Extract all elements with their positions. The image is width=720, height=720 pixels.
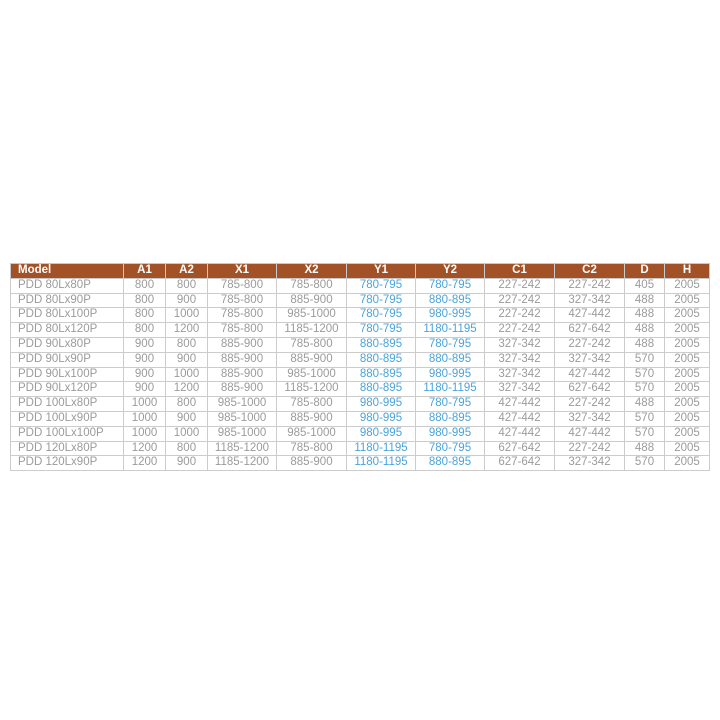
value-cell: 327-342 bbox=[555, 456, 625, 471]
value-cell: 780-795 bbox=[347, 293, 416, 308]
value-cell: 900 bbox=[166, 352, 208, 367]
value-cell: 327-342 bbox=[485, 367, 555, 382]
column-header-y2: Y2 bbox=[416, 264, 485, 279]
value-cell: 880-895 bbox=[347, 337, 416, 352]
value-cell: 327-342 bbox=[485, 352, 555, 367]
value-cell: 2005 bbox=[665, 293, 710, 308]
value-cell: 2005 bbox=[665, 337, 710, 352]
model-cell: PDD 80Lx100P bbox=[11, 308, 124, 323]
column-header-h: H bbox=[665, 264, 710, 279]
table-row bbox=[11, 308, 710, 323]
value-cell: 1000 bbox=[166, 426, 208, 441]
value-cell: 427-442 bbox=[555, 426, 625, 441]
table-body bbox=[11, 278, 710, 470]
model-cell: PDD 120Lx80P bbox=[11, 441, 124, 456]
value-cell: 2005 bbox=[665, 352, 710, 367]
value-cell: 570 bbox=[625, 382, 665, 397]
column-header-x2: X2 bbox=[277, 264, 347, 279]
table-row bbox=[11, 456, 710, 471]
value-cell: 780-795 bbox=[416, 278, 485, 293]
value-cell: 800 bbox=[124, 323, 166, 338]
value-cell: 980-995 bbox=[347, 397, 416, 412]
model-cell: PDD 120Lx90P bbox=[11, 456, 124, 471]
model-cell: PDD 90Lx90P bbox=[11, 352, 124, 367]
value-cell: 800 bbox=[166, 441, 208, 456]
value-cell: 800 bbox=[166, 337, 208, 352]
model-cell: PDD 90Lx100P bbox=[11, 367, 124, 382]
value-cell: 800 bbox=[124, 308, 166, 323]
value-cell: 1185-1200 bbox=[208, 456, 277, 471]
value-cell: 780-795 bbox=[416, 397, 485, 412]
value-cell: 780-795 bbox=[347, 323, 416, 338]
model-cell: PDD 90Lx80P bbox=[11, 337, 124, 352]
value-cell: 780-795 bbox=[416, 441, 485, 456]
value-cell: 800 bbox=[166, 397, 208, 412]
value-cell: 1180-1195 bbox=[347, 441, 416, 456]
value-cell: 985-1000 bbox=[208, 426, 277, 441]
table-row bbox=[11, 337, 710, 352]
value-cell: 2005 bbox=[665, 426, 710, 441]
value-cell: 427-442 bbox=[485, 411, 555, 426]
model-cell: PDD 100Lx90P bbox=[11, 411, 124, 426]
model-cell: PDD 100Lx80P bbox=[11, 397, 124, 412]
value-cell: 1000 bbox=[124, 411, 166, 426]
value-cell: 1200 bbox=[124, 456, 166, 471]
spec-table bbox=[10, 263, 710, 471]
value-cell: 2005 bbox=[665, 308, 710, 323]
value-cell: 627-642 bbox=[485, 441, 555, 456]
value-cell: 227-242 bbox=[485, 293, 555, 308]
value-cell: 327-342 bbox=[555, 293, 625, 308]
table-row bbox=[11, 367, 710, 382]
value-cell: 405 bbox=[625, 278, 665, 293]
value-cell: 800 bbox=[124, 278, 166, 293]
column-header-a2: A2 bbox=[166, 264, 208, 279]
column-header-c1: C1 bbox=[485, 264, 555, 279]
value-cell: 488 bbox=[625, 308, 665, 323]
value-cell: 900 bbox=[124, 382, 166, 397]
value-cell: 880-895 bbox=[347, 382, 416, 397]
value-cell: 427-442 bbox=[485, 426, 555, 441]
value-cell: 327-342 bbox=[485, 382, 555, 397]
value-cell: 785-800 bbox=[277, 441, 347, 456]
value-cell: 800 bbox=[166, 278, 208, 293]
column-header-model: Model bbox=[11, 264, 124, 279]
value-cell: 880-895 bbox=[416, 411, 485, 426]
value-cell: 785-800 bbox=[277, 337, 347, 352]
value-cell: 1185-1200 bbox=[277, 323, 347, 338]
value-cell: 1180-1195 bbox=[347, 456, 416, 471]
value-cell: 885-900 bbox=[208, 352, 277, 367]
value-cell: 785-800 bbox=[208, 293, 277, 308]
value-cell: 227-242 bbox=[555, 278, 625, 293]
value-cell: 985-1000 bbox=[208, 411, 277, 426]
value-cell: 785-800 bbox=[277, 278, 347, 293]
value-cell: 488 bbox=[625, 337, 665, 352]
value-cell: 785-800 bbox=[208, 278, 277, 293]
model-cell: PDD 100Lx100P bbox=[11, 426, 124, 441]
value-cell: 780-795 bbox=[347, 308, 416, 323]
value-cell: 2005 bbox=[665, 397, 710, 412]
value-cell: 227-242 bbox=[555, 337, 625, 352]
column-header-x1: X1 bbox=[208, 264, 277, 279]
value-cell: 570 bbox=[625, 426, 665, 441]
value-cell: 327-342 bbox=[555, 352, 625, 367]
value-cell: 570 bbox=[625, 367, 665, 382]
value-cell: 1000 bbox=[124, 397, 166, 412]
value-cell: 885-900 bbox=[277, 411, 347, 426]
table-header bbox=[11, 264, 710, 279]
value-cell: 627-642 bbox=[555, 382, 625, 397]
value-cell: 985-1000 bbox=[277, 308, 347, 323]
value-cell: 2005 bbox=[665, 382, 710, 397]
value-cell: 327-342 bbox=[485, 337, 555, 352]
value-cell: 570 bbox=[625, 456, 665, 471]
value-cell: 227-242 bbox=[555, 441, 625, 456]
value-cell: 1000 bbox=[166, 367, 208, 382]
value-cell: 880-895 bbox=[416, 456, 485, 471]
value-cell: 227-242 bbox=[485, 323, 555, 338]
value-cell: 327-342 bbox=[555, 411, 625, 426]
value-cell: 980-995 bbox=[416, 426, 485, 441]
value-cell: 880-895 bbox=[347, 352, 416, 367]
table-row bbox=[11, 397, 710, 412]
model-cell: PDD 80Lx90P bbox=[11, 293, 124, 308]
value-cell: 1200 bbox=[124, 441, 166, 456]
value-cell: 427-442 bbox=[555, 308, 625, 323]
value-cell: 880-895 bbox=[416, 352, 485, 367]
value-cell: 885-900 bbox=[277, 456, 347, 471]
value-cell: 488 bbox=[625, 397, 665, 412]
model-cell: PDD 80Lx120P bbox=[11, 323, 124, 338]
value-cell: 785-800 bbox=[208, 323, 277, 338]
value-cell: 900 bbox=[124, 352, 166, 367]
table-row bbox=[11, 323, 710, 338]
value-cell: 885-900 bbox=[208, 382, 277, 397]
value-cell: 1185-1200 bbox=[277, 382, 347, 397]
value-cell: 980-995 bbox=[416, 308, 485, 323]
value-cell: 2005 bbox=[665, 441, 710, 456]
value-cell: 985-1000 bbox=[277, 426, 347, 441]
value-cell: 785-800 bbox=[277, 397, 347, 412]
model-cell: PDD 80Lx80P bbox=[11, 278, 124, 293]
value-cell: 985-1000 bbox=[277, 367, 347, 382]
value-cell: 488 bbox=[625, 293, 665, 308]
value-cell: 488 bbox=[625, 323, 665, 338]
value-cell: 570 bbox=[625, 352, 665, 367]
value-cell: 2005 bbox=[665, 278, 710, 293]
value-cell: 885-900 bbox=[277, 293, 347, 308]
value-cell: 227-242 bbox=[485, 278, 555, 293]
model-cell: PDD 90Lx120P bbox=[11, 382, 124, 397]
value-cell: 900 bbox=[124, 337, 166, 352]
value-cell: 1185-1200 bbox=[208, 441, 277, 456]
value-cell: 227-242 bbox=[485, 308, 555, 323]
value-cell: 2005 bbox=[665, 456, 710, 471]
value-cell: 488 bbox=[625, 441, 665, 456]
table-row bbox=[11, 382, 710, 397]
value-cell: 900 bbox=[124, 367, 166, 382]
value-cell: 1200 bbox=[166, 382, 208, 397]
value-cell: 570 bbox=[625, 411, 665, 426]
value-cell: 2005 bbox=[665, 367, 710, 382]
table-row bbox=[11, 293, 710, 308]
value-cell: 900 bbox=[166, 293, 208, 308]
column-header-c2: C2 bbox=[555, 264, 625, 279]
value-cell: 627-642 bbox=[555, 323, 625, 338]
value-cell: 900 bbox=[166, 411, 208, 426]
value-cell: 880-895 bbox=[416, 293, 485, 308]
table-row bbox=[11, 426, 710, 441]
value-cell: 2005 bbox=[665, 411, 710, 426]
value-cell: 427-442 bbox=[555, 367, 625, 382]
value-cell: 1200 bbox=[166, 323, 208, 338]
value-cell: 227-242 bbox=[555, 397, 625, 412]
value-cell: 885-900 bbox=[277, 352, 347, 367]
value-cell: 785-800 bbox=[208, 308, 277, 323]
column-header-y1: Y1 bbox=[347, 264, 416, 279]
value-cell: 780-795 bbox=[416, 337, 485, 352]
table-row bbox=[11, 278, 710, 293]
value-cell: 900 bbox=[166, 456, 208, 471]
value-cell: 885-900 bbox=[208, 367, 277, 382]
value-cell: 1180-1195 bbox=[416, 323, 485, 338]
table-row bbox=[11, 352, 710, 367]
value-cell: 2005 bbox=[665, 323, 710, 338]
value-cell: 880-895 bbox=[347, 367, 416, 382]
table-row bbox=[11, 441, 710, 456]
value-cell: 885-900 bbox=[208, 337, 277, 352]
value-cell: 427-442 bbox=[485, 397, 555, 412]
value-cell: 800 bbox=[124, 293, 166, 308]
column-header-a1: A1 bbox=[124, 264, 166, 279]
value-cell: 1180-1195 bbox=[416, 382, 485, 397]
value-cell: 980-995 bbox=[347, 411, 416, 426]
value-cell: 985-1000 bbox=[208, 397, 277, 412]
value-cell: 980-995 bbox=[347, 426, 416, 441]
table-row bbox=[11, 411, 710, 426]
value-cell: 780-795 bbox=[347, 278, 416, 293]
value-cell: 980-995 bbox=[416, 367, 485, 382]
value-cell: 627-642 bbox=[485, 456, 555, 471]
value-cell: 1000 bbox=[124, 426, 166, 441]
column-header-d: D bbox=[625, 264, 665, 279]
value-cell: 1000 bbox=[166, 308, 208, 323]
header-row bbox=[11, 264, 710, 279]
